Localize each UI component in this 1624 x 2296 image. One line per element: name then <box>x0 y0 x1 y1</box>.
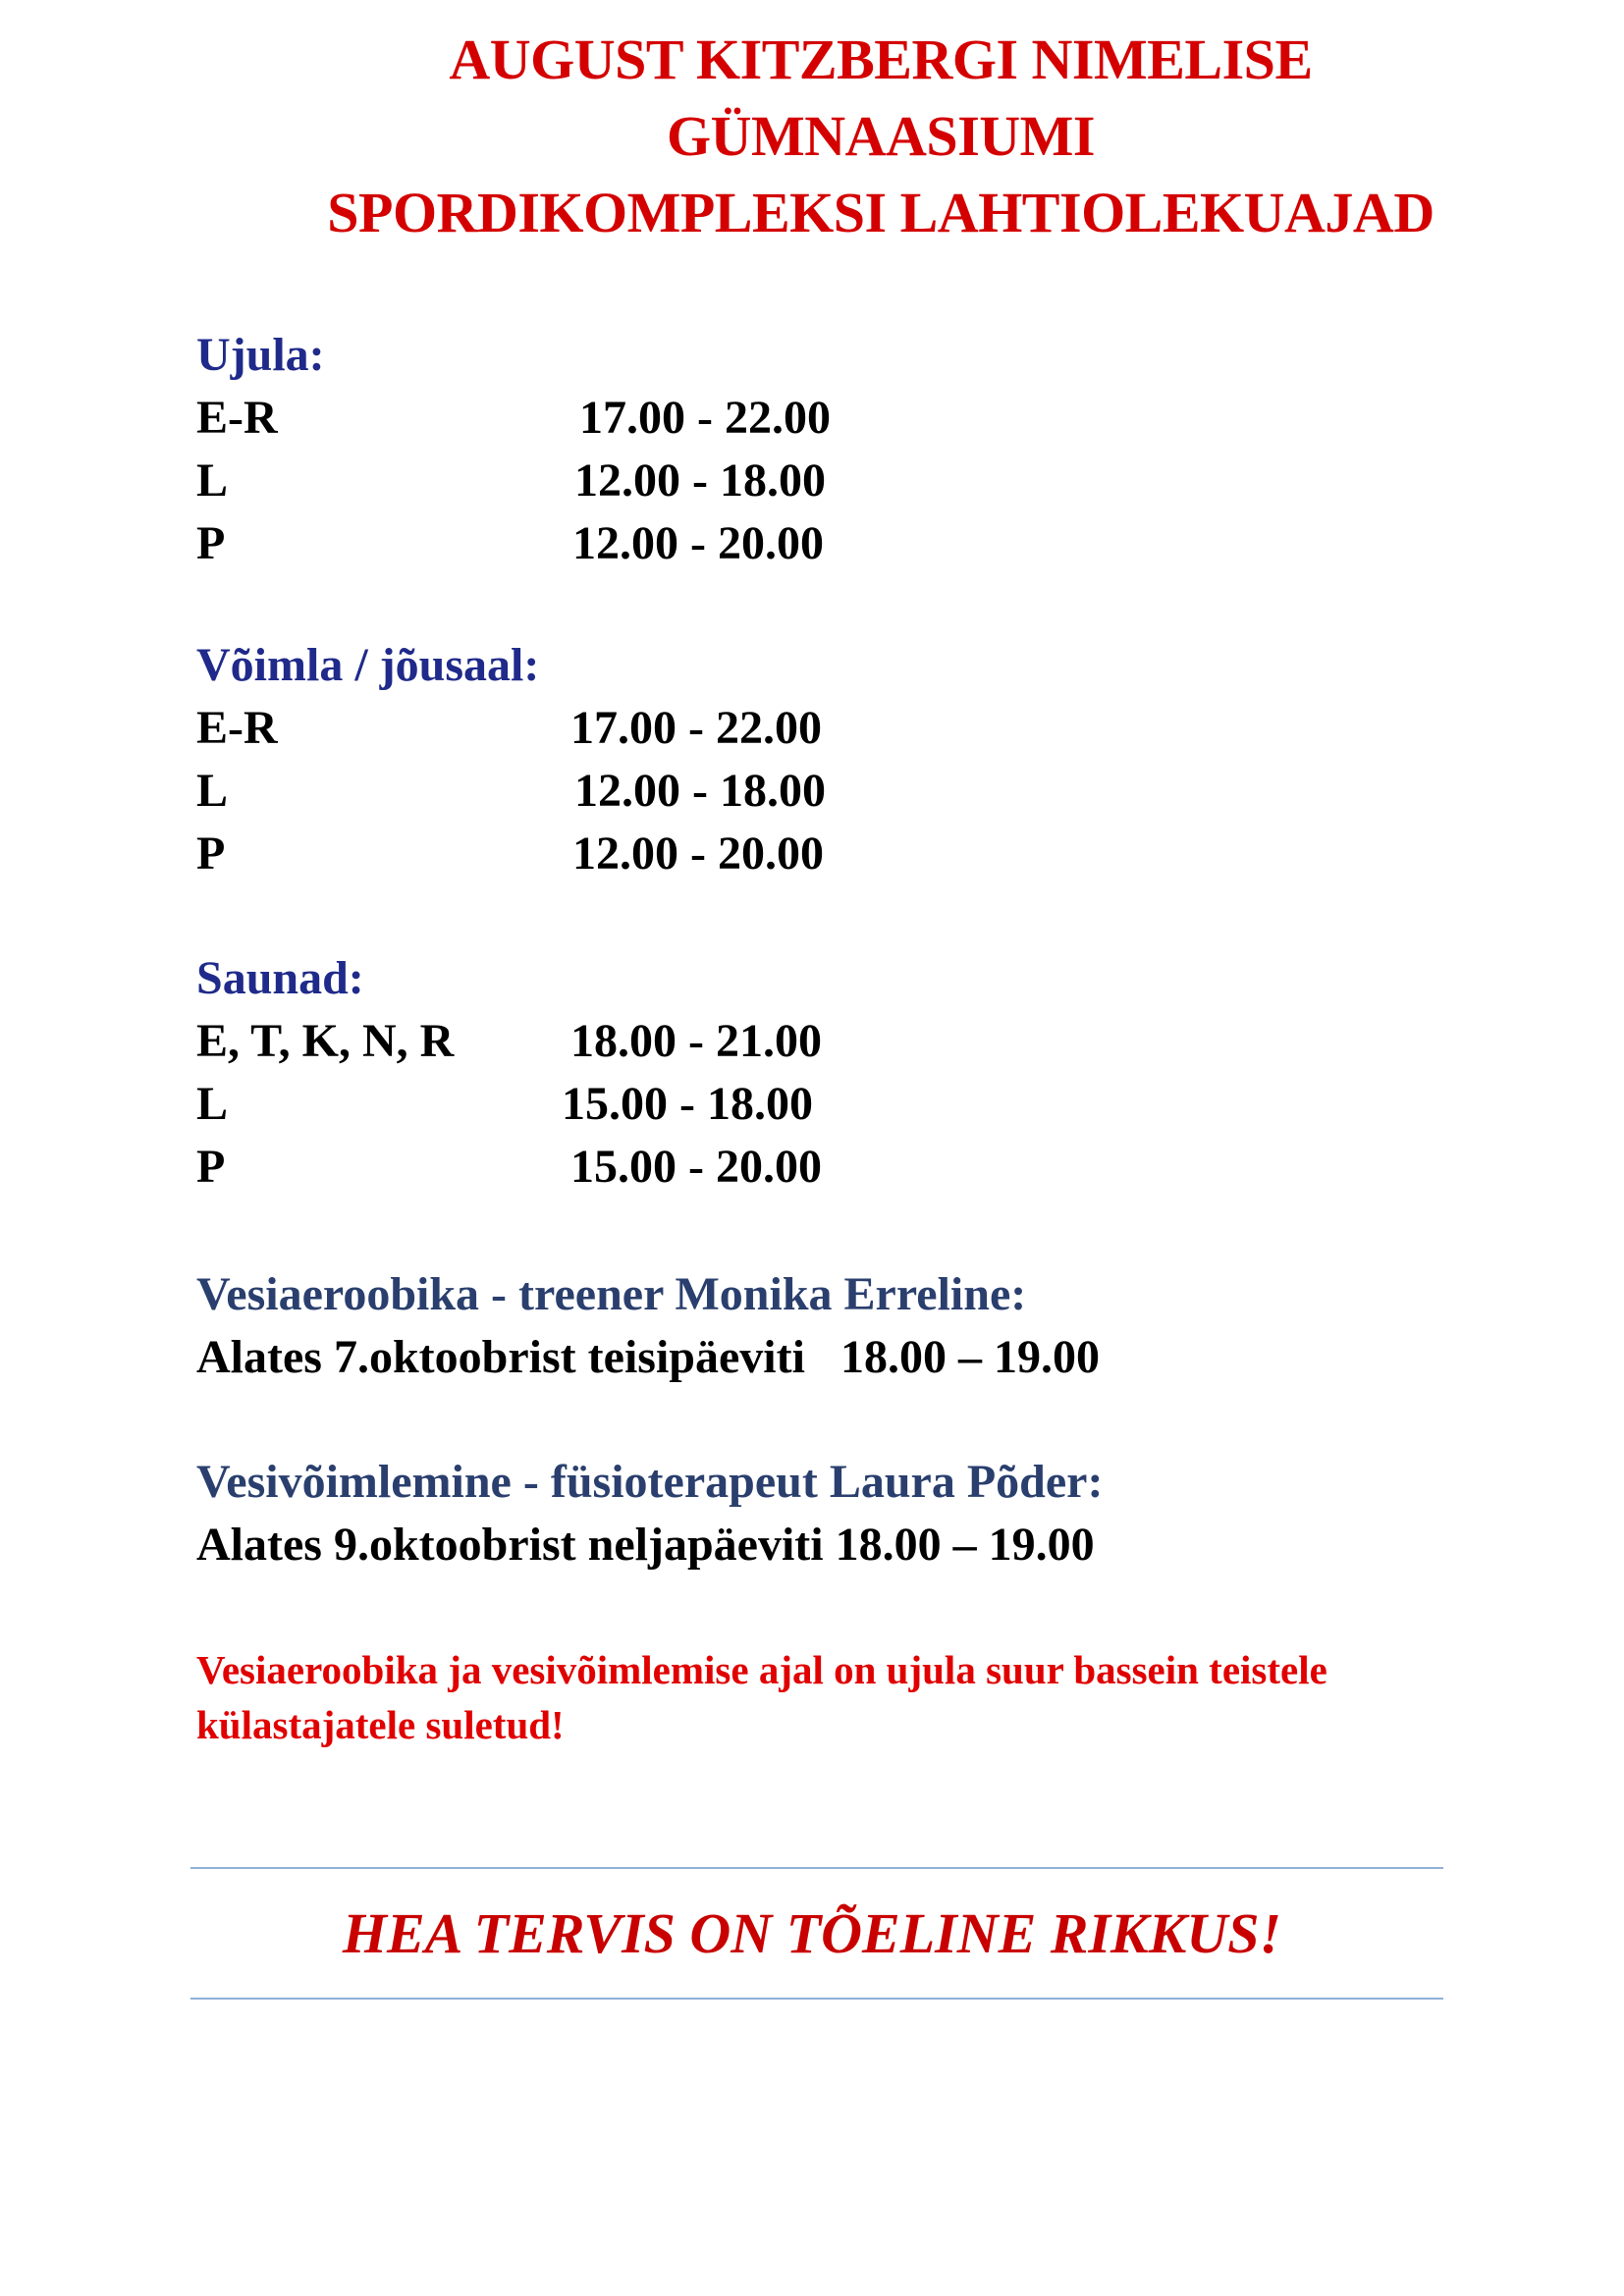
schedule-day: E, T, K, N, R <box>196 1015 455 1067</box>
schedule-day: P <box>196 1141 226 1193</box>
title-line-1: AUGUST KITZBERGI NIMELISE <box>449 27 1313 91</box>
program-heading: Vesiaeroobika - treener Monika Erreline: <box>196 1268 1027 1320</box>
section-swimming-pool <box>196 324 831 575</box>
schedule-row <box>196 697 822 760</box>
schedule-time: 15.00 - 20.00 <box>570 1141 822 1193</box>
schedule-row <box>196 512 824 575</box>
section-heading: Ujula: <box>196 329 325 381</box>
schedule-time: 12.00 - 20.00 <box>572 517 824 569</box>
schedule-row <box>196 387 831 450</box>
section-saunas <box>196 947 822 1199</box>
motto: HEA TERVIS ON TÕELINE RIKKUS! <box>342 1901 1282 1965</box>
schedule-day: L <box>196 454 229 507</box>
schedule-row <box>196 450 826 512</box>
schedule-day: L <box>196 1078 229 1130</box>
schedule-row <box>196 1136 822 1199</box>
schedule-row <box>196 1073 813 1136</box>
program-schedule: Alates 9.oktoobrist neljapäeviti 18.00 – 19.00 <box>196 1519 1095 1571</box>
schedule-row <box>196 823 824 885</box>
schedule-time: 12.00 - 18.00 <box>574 765 826 817</box>
schedule-day: E-R <box>196 392 278 444</box>
program-heading: Vesivõimlemine - füsioterapeut Laura Põder: <box>196 1456 1104 1508</box>
section-heading: Võimla / jõusaal: <box>196 639 540 691</box>
schedule-time: 17.00 - 22.00 <box>579 392 831 444</box>
program-water-aerobics <box>196 1263 1100 1389</box>
schedule-day: P <box>196 517 226 569</box>
section-gym <box>196 634 826 885</box>
schedule-time: 15.00 - 18.00 <box>562 1078 813 1130</box>
divider-top <box>190 1867 1443 1869</box>
program-water-gymnastics <box>196 1451 1103 1576</box>
schedule-day: L <box>196 765 229 817</box>
schedule-row <box>196 1010 822 1073</box>
schedule-time: 17.00 - 22.00 <box>570 702 822 754</box>
schedule-day: E-R <box>196 702 278 754</box>
closure-notice: Vesiaeroobika ja vesivõimlemise ajal on ujula suur bassein teistele külastajatele suletud! <box>196 1647 1327 1747</box>
title-line-3: SPORDIKOMPLEKSI LAHTIOLEKUAJAD <box>327 181 1435 244</box>
divider-bottom <box>190 1998 1443 2000</box>
schedule-time: 18.00 - 21.00 <box>570 1015 822 1067</box>
program-schedule: Alates 7.oktoobrist teisipäeviti 18.00 – 19.00 <box>196 1331 1100 1383</box>
schedule-day: P <box>196 828 226 880</box>
schedule-time: 12.00 - 18.00 <box>574 454 826 507</box>
schedule-row <box>196 760 826 823</box>
title-line-2: GÜMNAASIUMI <box>667 104 1095 168</box>
section-heading: Saunad: <box>196 952 364 1004</box>
page-title <box>0 22 1624 251</box>
schedule-time: 12.00 - 20.00 <box>572 828 824 880</box>
